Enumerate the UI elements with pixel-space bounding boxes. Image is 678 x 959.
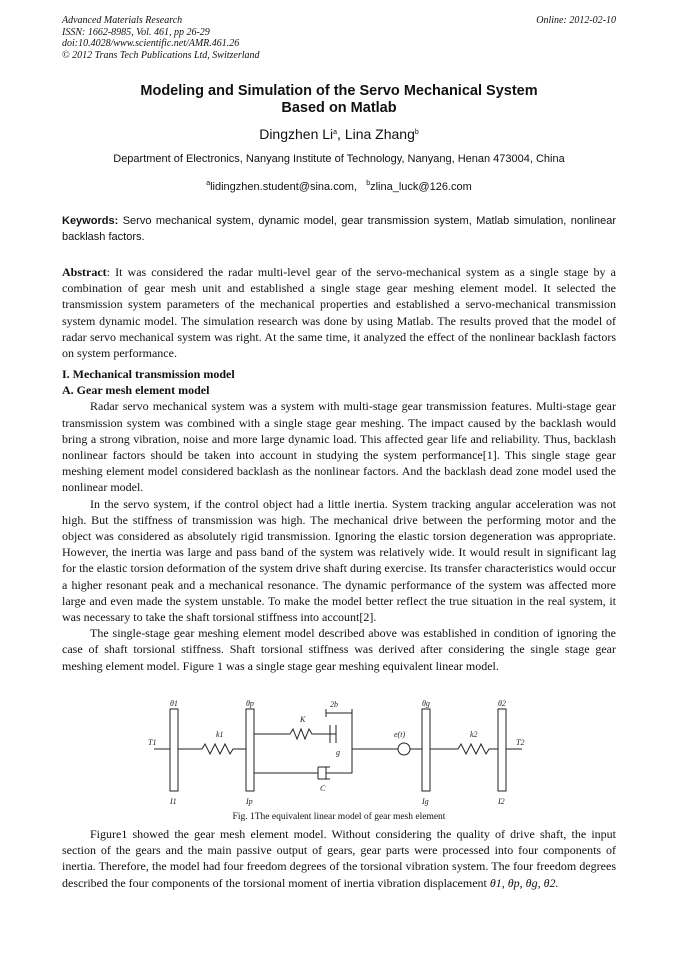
- inertia-bar-ig: [422, 709, 430, 791]
- label-t1: T1: [148, 738, 157, 747]
- paragraph-3: The single-stage gear meshing element model described above was established in condition of ignoring the case of shaft torsional stiffness. Shaft torsional stiffness was derived after considering the single stage gear meshing element model. Figure 1 was a single stage gear meshing equivalent linear model.: [62, 626, 616, 673]
- emails: [62, 180, 616, 193]
- author-2-sup: b: [414, 129, 419, 136]
- section-1-heading: I. Mechanical transmission model: [62, 367, 235, 381]
- label-theta2: θ2: [498, 699, 506, 708]
- email-a-sup: a: [206, 180, 211, 187]
- section-1-continued: [62, 826, 616, 891]
- email-sep: ,: [353, 181, 367, 193]
- figure-1-caption: Fig. 1The equivalent linear model of gear mesh element: [232, 812, 446, 822]
- title-line-1: Modeling and Simulation of the Servo Mechanical System: [140, 83, 538, 99]
- label-i2: I2: [498, 797, 505, 806]
- inertia-bar-i1: [170, 709, 178, 791]
- label-2b: 2b: [330, 700, 338, 709]
- spring-k2: [430, 744, 498, 754]
- online-date: Online: 2012-02-10: [536, 15, 616, 26]
- author-sep: ,: [337, 126, 345, 142]
- doi: doi:10.4028/www.scientific.net/AMR.461.26: [62, 38, 240, 49]
- affiliation: Department of Electronics, Nanyang Institute of Technology, Nanyang, Henan 473004, China: [113, 153, 565, 165]
- label-ig: Ig: [422, 797, 429, 806]
- abstract-label: Abstract: [62, 265, 107, 279]
- author-1: Dingzhen Li: [259, 126, 334, 142]
- abstract: [62, 264, 616, 361]
- keywords: [62, 213, 616, 245]
- label-k2: k2: [470, 730, 478, 739]
- subsection-a-heading: A. Gear mesh element model: [62, 383, 210, 398]
- error-source-circle: [398, 743, 410, 755]
- title-line-2: Based on Matlab: [281, 100, 397, 116]
- label-t2: T2: [516, 738, 525, 747]
- keywords-text: Servo mechanical system, dynamic model, gear transmission system, Matlab simulation, nonlinear backlash factors.: [62, 215, 616, 243]
- keywords-label: Keywords:: [62, 215, 119, 227]
- paper-title: [62, 83, 616, 117]
- email-a: lidingzhen.student@sina.com: [210, 181, 354, 193]
- author-1-sup: a: [333, 129, 338, 136]
- paragraph-4-math: θ1, θp, θg, θ2.: [489, 875, 559, 890]
- paragraph-2: In the servo system, if the control object had a little inertia. System tracking angular acceleration was not high. But the stiffness of transmission was high. The mechanical drive between the performing motor and the object was considered as absolutely rigid transmission. Ignoring the elastic torsion degeneration was appropriate. However, the inertia was large and pass band of the system was relatively wide. It would result in significant lag for the elastic torsion deformation of the system drive shaft during exercise. Its transfer characteristics would occur a higher resonant peak and a mechanical resonance. The dynamic performance of the system was affected more large and even made the system unstable. To make the model better reflect the true situation in the real system, it was necessary to take the shaft torsional stiffness into account[2].: [62, 496, 616, 625]
- label-thetap: θp: [246, 699, 254, 708]
- figure-1-diagram: [140, 697, 540, 812]
- inertia-bar-i2: [498, 709, 506, 791]
- copyright: © 2012 Trans Tech Publications Ltd, Switzerland: [62, 49, 260, 61]
- author-2: Lina Zhang: [344, 126, 415, 142]
- label-k: K: [300, 715, 306, 724]
- paragraph-4: Figure1 showed the gear mesh element model. Without considering the quality of drive shaft, the input section of the gears and the main passive output of gears, gear parts were processed into four components of inertia. Therefore, the model had four freedom degrees of the torsional vibration system. The four freedom degrees described the four components of the torsional moment of inertia vibration displacement: [62, 827, 616, 890]
- label-ip: Ip: [246, 797, 253, 806]
- label-i1: I1: [170, 797, 177, 806]
- label-k1: k1: [216, 730, 224, 739]
- paragraph-1: Radar servo mechanical system was a system with multi-stage gear transmission features. Multi-stage gear transmission system was combined with a single stage gear meshing. The impact caused by the backlash would bring a strong vibration, noise and more large dynamic load. This affected gear life and reliability. Thus, backlash nonlinear factors should be taken into account in studying the system performance[1]. This single stage gear meshing element model considered backlash as the nonlinear factors. And the backlash dead zone model used the nonlinear model.: [62, 399, 616, 495]
- label-c: C: [320, 784, 326, 793]
- label-et: e(t): [394, 730, 406, 739]
- journal-header: [62, 15, 260, 61]
- section-1: [62, 366, 616, 674]
- spring-k: [254, 729, 336, 739]
- label-thetag: θg: [422, 699, 430, 708]
- spring-k1: [178, 744, 246, 754]
- authors: [62, 126, 616, 142]
- journal-name: Advanced Materials Research: [62, 15, 183, 26]
- email-b: zlina_luck@126.com: [370, 181, 472, 193]
- label-theta1: θ1: [170, 699, 178, 708]
- label-g: g: [336, 748, 340, 757]
- email-b-sup: b: [366, 180, 371, 187]
- abstract-text: : It was considered the radar multi-level gear of the servo-mechanical system as a single stage by a combination of gear mesh unit and established a single stage gear meshing element model. It selected the transmission system parameters of the mechanical properties and established a servo-mechanical transmission system dynamic model. The simulation research was done by using Matlab. The results proved that the model of radar servo mechanical system was right. At the same time, it analyzed the effect of the nonlinear backlash factors on system performance.: [62, 265, 616, 361]
- inertia-bar-ip: [246, 709, 254, 791]
- issn: ISSN: 1662-8985, Vol. 461, pp 26-29: [62, 26, 210, 38]
